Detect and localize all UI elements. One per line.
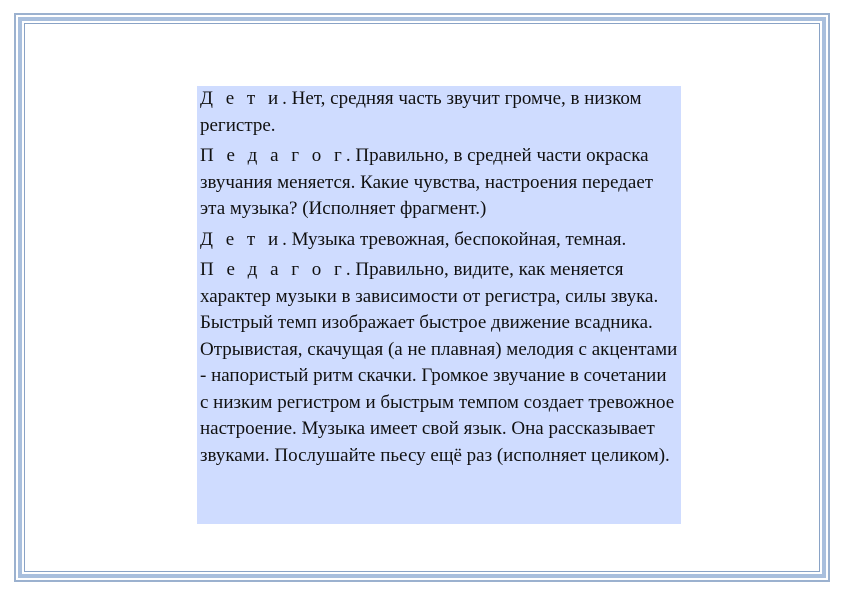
dialogue-paragraph-3 <box>200 227 679 254</box>
speaker-label: П е д а г о г <box>200 259 346 280</box>
dialogue-text-box <box>197 86 681 524</box>
dialogue-paragraph-4 <box>200 257 679 469</box>
speaker-label: Д е т и <box>200 88 283 109</box>
paragraph-text: . Правильно, видите, как меняется характер музыки в зависимости от регистра, силы звука. Быстрый темп изображает быстрое движение всадника. Отрывистая, скачущая (а не плавная) мелодия с акцентами - напористый ритм скачки. Громкое звучание в сочетании с низким регистром и быстрым темпом создает тревожное настроение. Музыка имеет свой язык. Она рассказывает звуками. Послушайте пьесу ещё раз (исполняет целиком). <box>200 259 678 466</box>
paragraph-text: . Нет, средняя часть звучит громче, в низком регистре. <box>200 88 642 136</box>
dialogue-paragraph-2 <box>200 143 679 223</box>
speaker-label: Д е т и <box>200 228 283 250</box>
speaker-label: П е д а г о г <box>200 145 346 166</box>
dialogue-paragraph-1 <box>200 86 679 139</box>
paragraph-text: . Правильно, в средней части окраска звучания меняется. Какие чувства, настроения передает эта музыка? (Исполняет фрагмент.) <box>200 145 654 219</box>
paragraph-text: . Музыка тревожная, беспокойная, темная. <box>282 228 627 250</box>
